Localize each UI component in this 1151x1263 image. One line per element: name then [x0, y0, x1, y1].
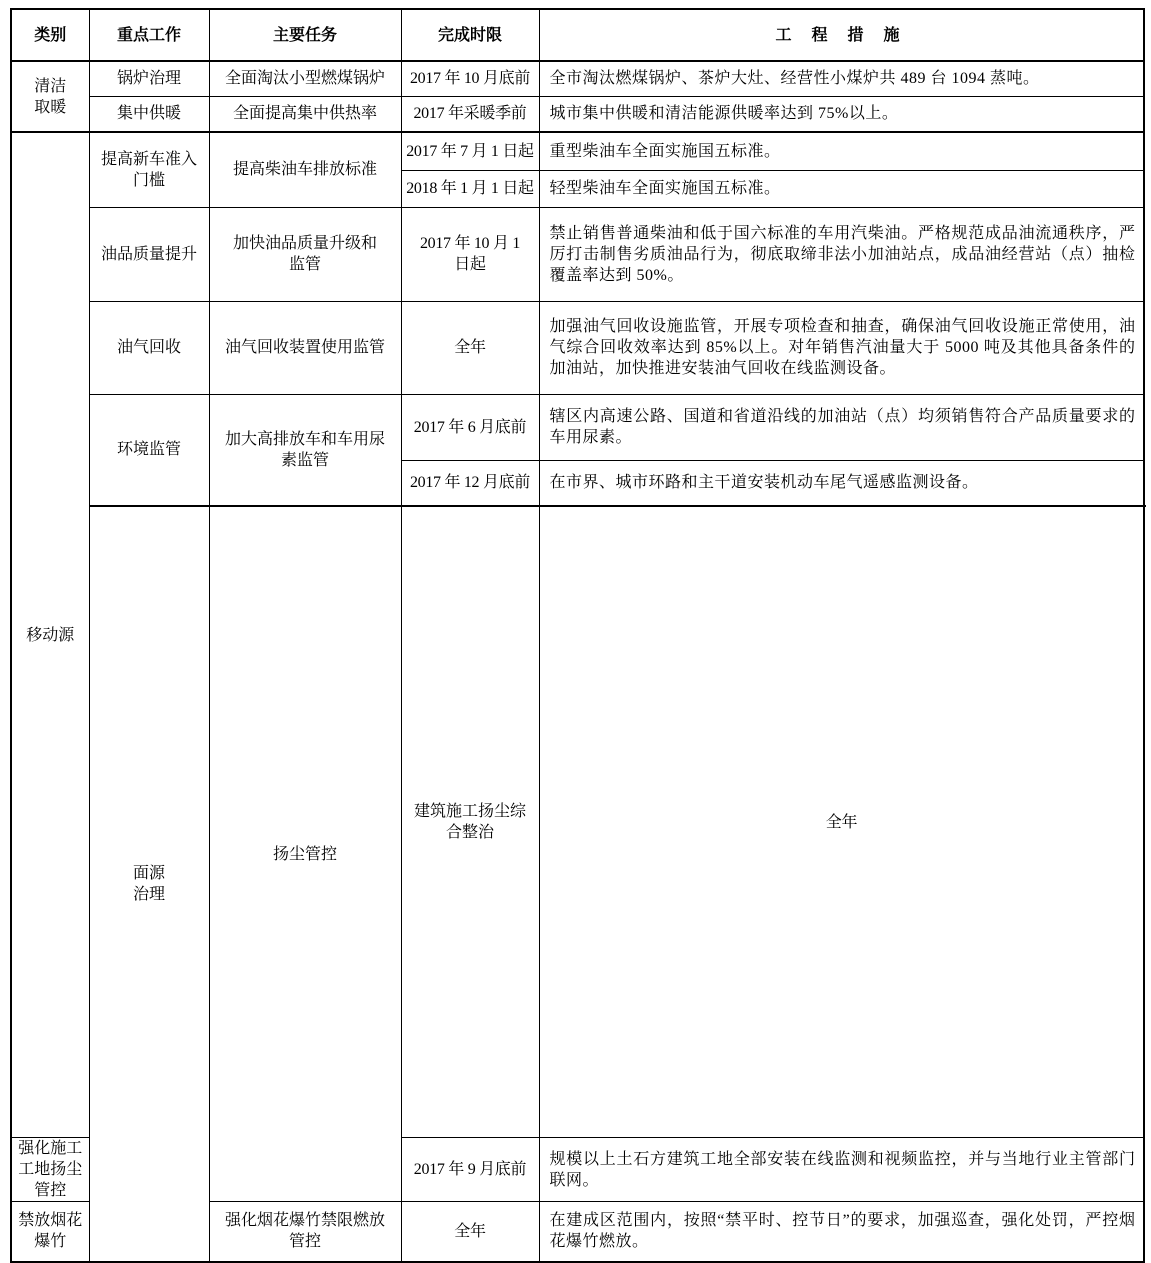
table-row — [11, 506, 1144, 1138]
measure-cell: 加强油气回收设施监管，开展专项检查和抽查，确保油气回收设施正常使用，油气综合回收效率达到 85%以上。对年销售汽油量大于 5000 吨及其他具备条件的加油站，加快推进安装油气回收在线监测设备。 — [539, 301, 1144, 394]
main-task-cell: 强化烟花爆竹禁限燃放 管控 — [209, 1202, 401, 1262]
table-row — [11, 96, 1144, 132]
main-task-cell: 全面淘汰小型燃煤锅炉 — [209, 61, 401, 96]
deadline-cell: 2018 年 1 月 1 日起 — [401, 170, 539, 207]
key-work-cell: 提高新车准入 门槛 — [89, 132, 209, 207]
deadline-cell: 全年 — [401, 1202, 539, 1262]
main-task-cell: 提高柴油车排放标准 — [209, 132, 401, 207]
table-row — [11, 301, 1144, 394]
key-work-cell: 油气回收 — [89, 301, 209, 394]
category-cell: 移动源 — [11, 132, 89, 1138]
key-work-cell: 锅炉治理 — [89, 61, 209, 96]
deadline-cell: 全年 — [539, 506, 1144, 1138]
main-task-cell: 全面提高集中供热率 — [209, 96, 401, 132]
header-key-work: 重点工作 — [89, 9, 209, 61]
header-measures: 工 程 措 施 — [539, 9, 1144, 61]
category-cell: 清洁 取暖 — [11, 61, 89, 132]
key-work-cell: 环境监管 — [89, 394, 209, 506]
deadline-cell: 全年 — [401, 301, 539, 394]
key-work-cell: 集中供暖 — [89, 96, 209, 132]
deadline-cell: 2017 年 7 月 1 日起 — [401, 132, 539, 170]
key-work-cell: 禁放烟花爆竹 — [11, 1202, 89, 1262]
measure-cell: 辖区内高速公路、国道和省道沿线的加油站（点）均须销售符合产品质量要求的车用尿素。 — [539, 394, 1144, 460]
measure-cell: 全市淘汰燃煤锅炉、茶炉大灶、经营性小煤炉共 489 台 1094 蒸吨。 — [539, 61, 1144, 96]
header-category: 类别 — [11, 9, 89, 61]
table-row — [11, 132, 1144, 170]
main-task-cell: 建筑施工扬尘综合整治 — [401, 506, 539, 1138]
measure-cell: 重型柴油车全面实施国五标准。 — [539, 132, 1144, 170]
measure-cell: 在建成区范围内，按照“禁平时、控节日”的要求，加强巡查，强化处罚，严控烟花爆竹燃放。 — [539, 1202, 1144, 1262]
key-work-cell: 油品质量提升 — [89, 207, 209, 301]
category-cell: 面源 治理 — [89, 506, 209, 1262]
table-row — [11, 394, 1144, 460]
work-plan-table — [10, 8, 1145, 1263]
measure-cell: 规模以上土石方建筑工地全部安装在线监测和视频监控，并与当地行业主管部门联网。 — [539, 1138, 1144, 1202]
measure-cell: 轻型柴油车全面实施国五标准。 — [539, 170, 1144, 207]
deadline-cell: 2017 年 9 月底前 — [401, 1138, 539, 1202]
measure-cell: 城市集中供暖和清洁能源供暖率达到 75%以上。 — [539, 96, 1144, 132]
table-header-row — [11, 9, 1144, 61]
deadline-cell: 2017 年 12 月底前 — [401, 460, 539, 506]
key-work-cell: 扬尘管控 — [209, 506, 401, 1202]
measure-cell: 在市界、城市环路和主干道安装机动车尾气遥感监测设备。 — [539, 460, 1144, 506]
main-task-cell: 强化施工工地扬尘管控 — [11, 1138, 89, 1202]
header-main-task: 主要任务 — [209, 9, 401, 61]
deadline-cell: 2017 年 10 月 1 日起 — [401, 207, 539, 301]
main-task-cell: 加大高排放车和车用尿 素监管 — [209, 394, 401, 506]
main-task-cell: 油气回收装置使用监管 — [209, 301, 401, 394]
main-task-cell: 加快油品质量升级和 监管 — [209, 207, 401, 301]
table-row — [11, 61, 1144, 96]
header-deadline: 完成时限 — [401, 9, 539, 61]
deadline-cell: 2017 年 6 月底前 — [401, 394, 539, 460]
deadline-cell: 2017 年采暖季前 — [401, 96, 539, 132]
measure-cell: 禁止销售普通柴油和低于国六标准的车用汽柴油。严格规范成品油流通秩序，严厉打击制售劣质油品行为，彻底取缔非法小加油站点，成品油经营站（点）抽检覆盖率达到 50%。 — [539, 207, 1144, 301]
deadline-cell: 2017 年 10 月底前 — [401, 61, 539, 96]
table-row — [11, 207, 1144, 301]
